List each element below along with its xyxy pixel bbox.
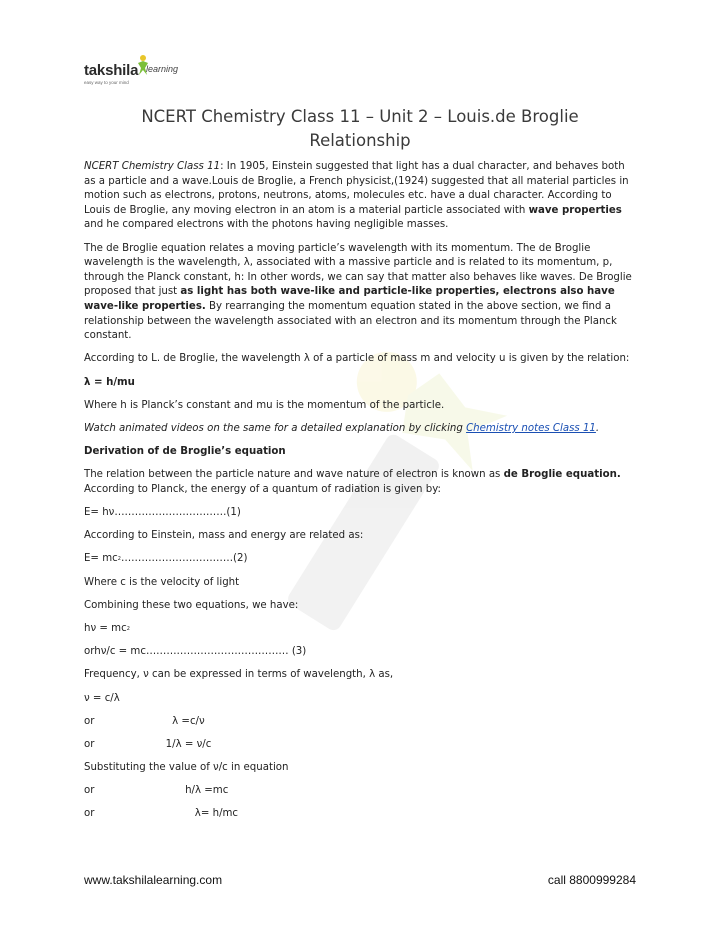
- page-title: NCERT Chemistry Class 11 – Unit 2 – Louis.de Broglie Relationship: [141, 107, 579, 150]
- eq2-part-b: ……………………………(2): [120, 553, 248, 565]
- para2-text-2: By rearranging the momentum equation stated in the above section, we find a relationship between the wavelength associated with an electron and its momentum through the Planck constant.: [84, 300, 617, 342]
- para2-bold: as light has both wave-like and particle-like properties, electrons also have wave-like properties.: [84, 286, 615, 312]
- eq2-part-a: E= mc: [84, 553, 118, 565]
- equation-6: or λ =c/ν: [84, 715, 205, 727]
- takshila-logo: [84, 54, 194, 90]
- equation-3: [84, 622, 636, 637]
- planck-paragraph: Where h is Planck’s constant and mu is the momentum of the particle.: [84, 399, 445, 411]
- logo-suffix: learning: [146, 64, 179, 74]
- equation-7: or 1/λ = ν/c: [84, 738, 212, 750]
- einstein-paragraph: According to Einstein, mass and energy are related as:: [84, 530, 364, 542]
- derivation-heading: Derivation of de Broglie’s equation: [84, 446, 286, 458]
- intro-paragraph: [84, 160, 636, 233]
- logo-tagline: easy way to your mind: [84, 80, 129, 85]
- debroglie-paragraph: [84, 242, 636, 344]
- equation-1: E= hν……………………………(1): [84, 507, 241, 519]
- logo-brand: takshila: [84, 62, 139, 79]
- para6-text-1: The relation between the particle nature and wave nature of electron is known as: [84, 469, 504, 481]
- para6-text-2: According to Planck, the energy of a quantum of radiation is given by:: [84, 483, 441, 495]
- chemistry-notes-link[interactable]: Chemistry notes Class 11: [466, 422, 596, 434]
- eq2-superscript: 2: [117, 556, 121, 563]
- combining-paragraph: Combining these two equations, we have:: [84, 599, 299, 611]
- eq3-part-a: hν = mc: [84, 622, 127, 634]
- video-text: Watch animated videos on the same for a detailed explanation by clicking: [84, 422, 467, 434]
- derivation-intro: [84, 468, 636, 497]
- footer-phone: call 8800999284: [547, 873, 636, 887]
- article-body: [84, 160, 636, 831]
- video-paragraph: [84, 422, 636, 437]
- equation-9: or λ= h/mc: [84, 808, 239, 820]
- intro-bold: wave properties: [528, 204, 622, 216]
- light-velocity-paragraph: Where c is the velocity of light: [84, 576, 240, 588]
- substituting-paragraph: Substituting the value of ν/c in equation: [84, 762, 289, 774]
- video-end: .: [595, 422, 600, 434]
- intro-lead: NCERT Chemistry Class 11: [84, 161, 221, 172]
- para2-text-1: The de Broglie equation relates a moving particle’s wavelength with its momentum. The de Broglie wavelength is the wavelength, λ, associated with a massive particle and is related to its momentum, p, through the Planck constant, h: In other words, we can say that matter also behaves like waves. De Broglie proposed that just: [84, 242, 632, 298]
- relation-paragraph: According to L. de Broglie, the wavelength λ of a particle of mass m and velocity u is given by the relation:: [84, 353, 630, 365]
- footer-website[interactable]: www.takshilalearning.com: [84, 873, 223, 887]
- equation-5: ν = c/λ: [84, 692, 120, 704]
- equation-4: orhν/c = mc…………………………………… (3): [84, 646, 307, 658]
- intro-text-1: : In 1905, Einstein suggested that light has a dual character, and behaves both as a particle and a wave.Louis de Broglie, a French physicist,(1924) suggested that all material particles in motion such as electrons, protons, neutrons, atoms, molecules etc. have a dual character. According to Louis de Broglie, any moving electron in an atom is a material particle associated with: [84, 161, 629, 216]
- equation-8: or h/λ =mc: [84, 785, 229, 797]
- eq3-superscript: 2: [126, 625, 130, 632]
- main-equation: λ = h/mu: [84, 376, 135, 388]
- para6-bold: de Broglie equation.: [503, 469, 621, 481]
- equation-2: [84, 552, 636, 567]
- frequency-paragraph: Frequency, ν can be expressed in terms of wavelength, λ as,: [84, 669, 394, 681]
- intro-text-2: and he compared electrons with the photons having negligible masses.: [84, 219, 449, 231]
